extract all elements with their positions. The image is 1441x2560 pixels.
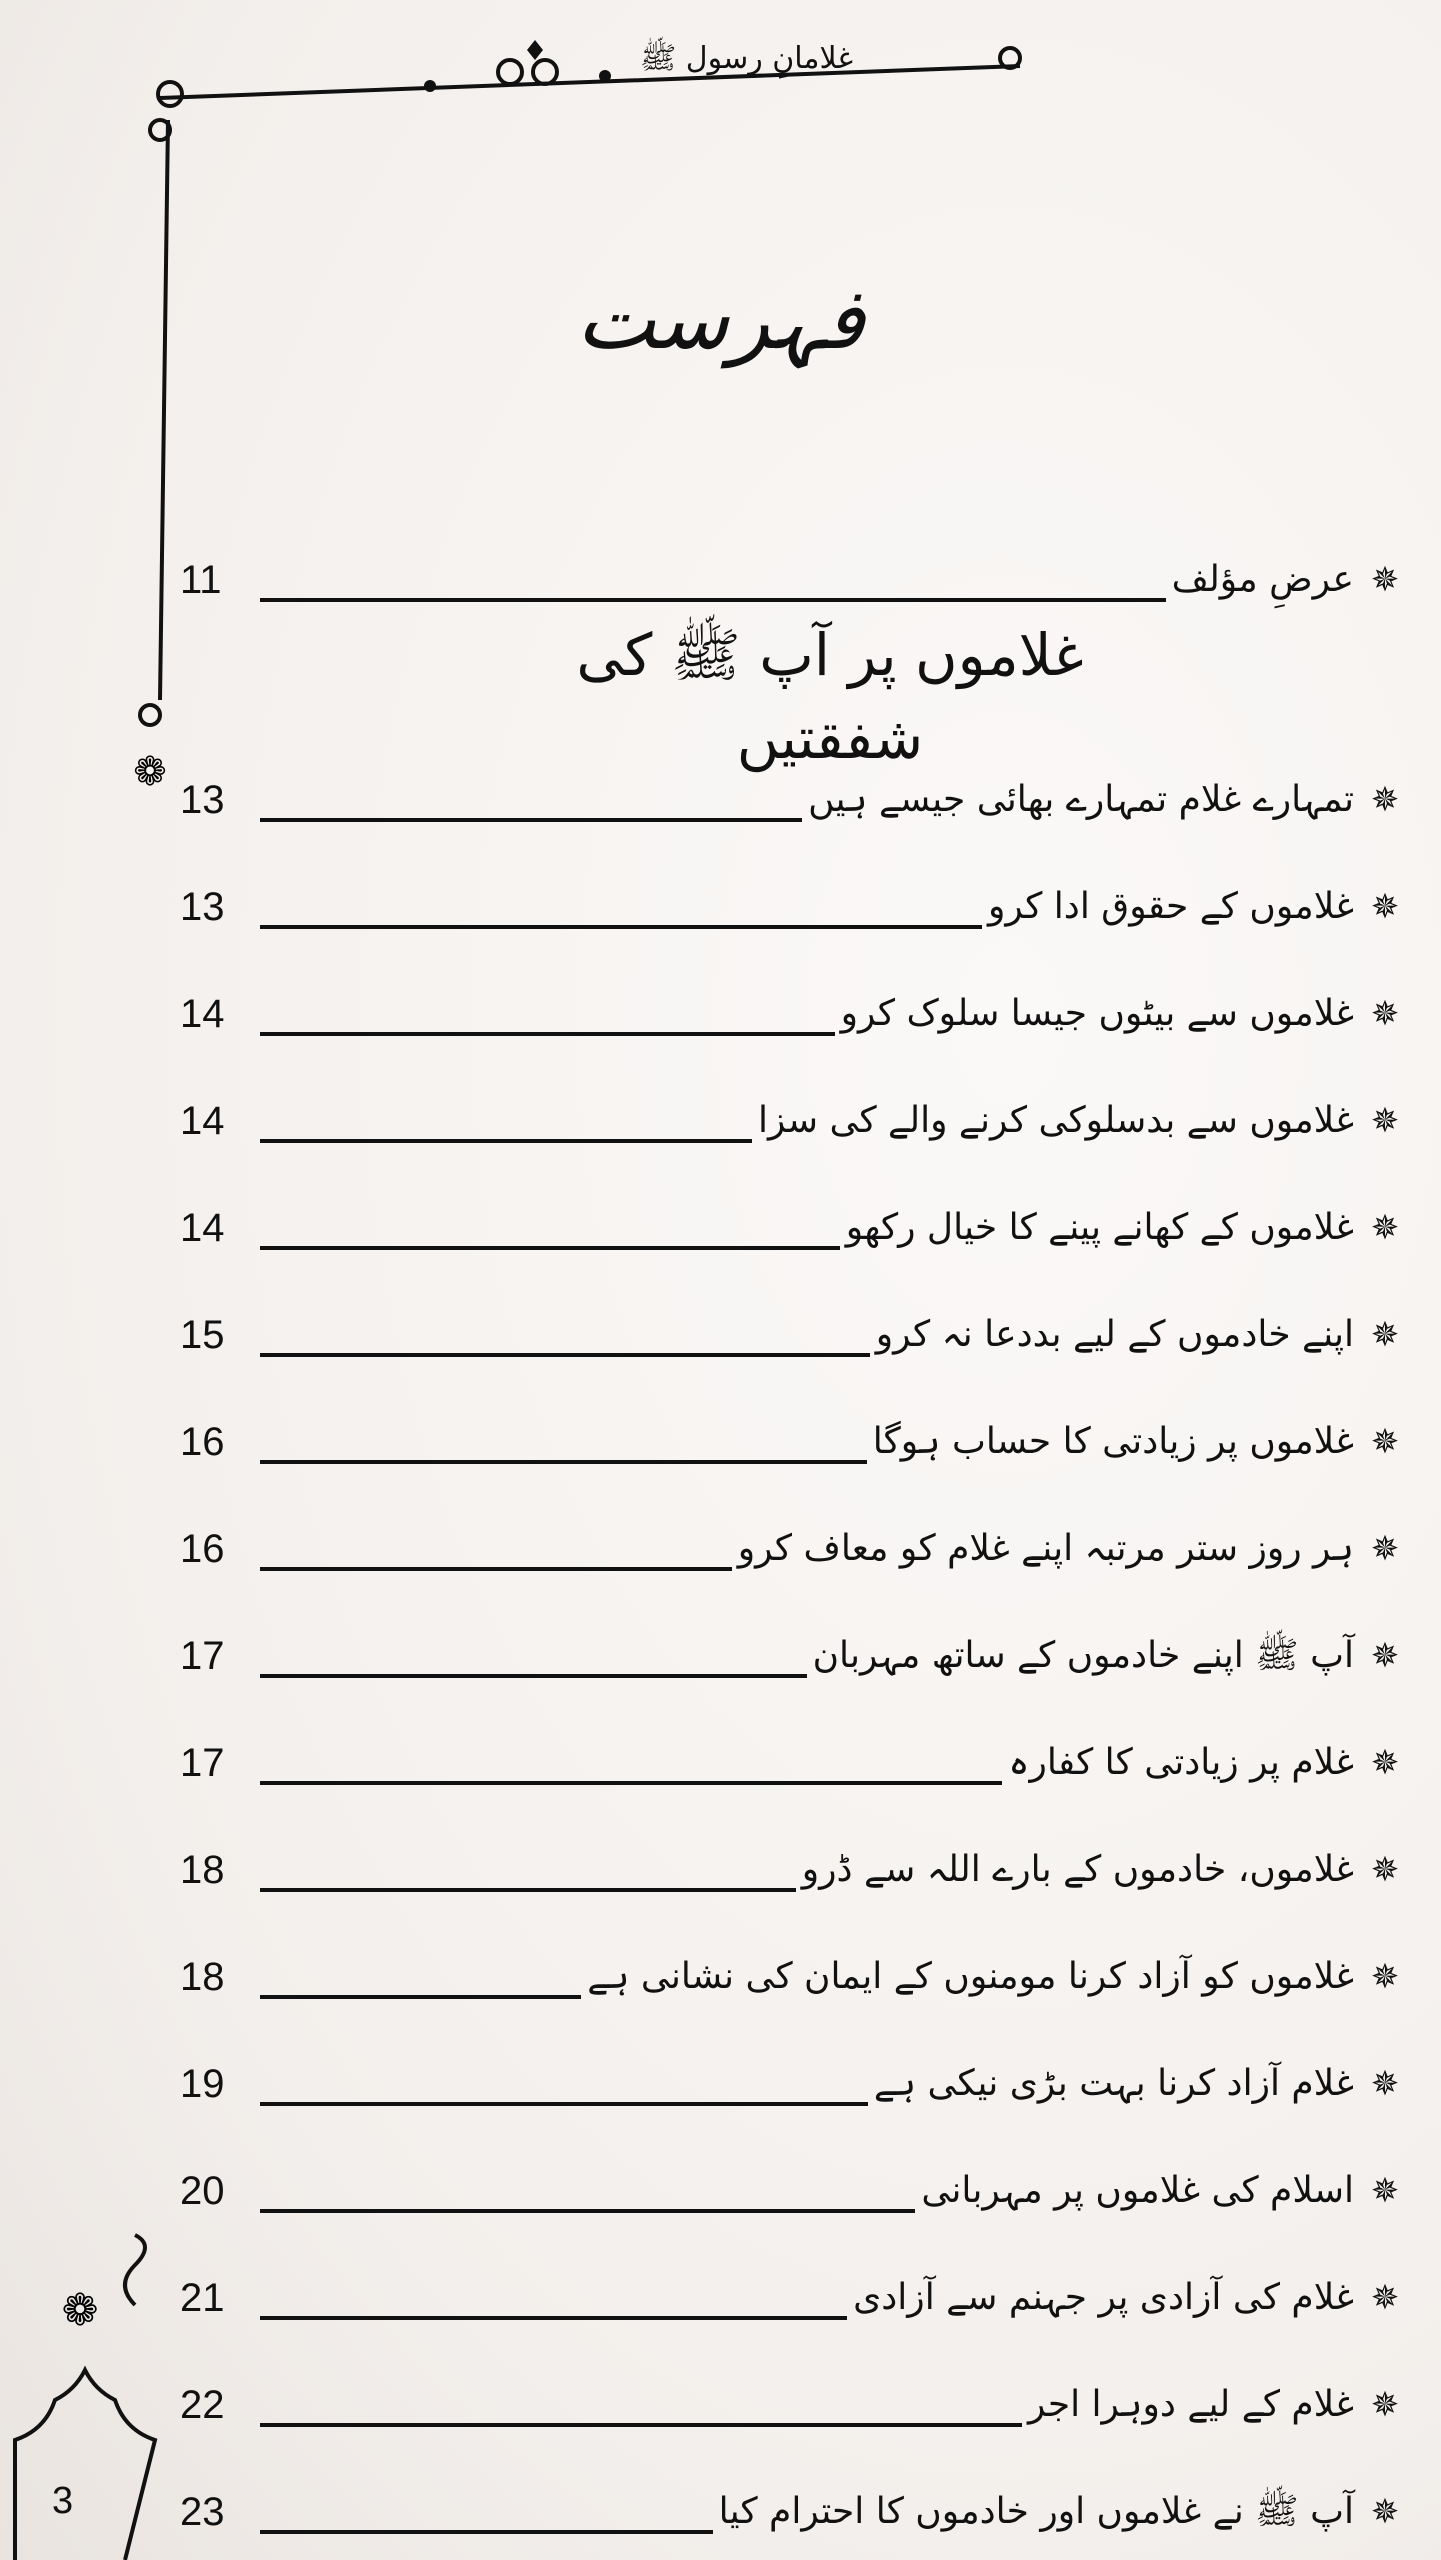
leader-line: [260, 1139, 752, 1143]
toc-intro-row[interactable]: [180, 520, 1410, 610]
toc-row[interactable]: [180, 1081, 1410, 1151]
toc-entry-label: عرضِ مؤلف: [1171, 559, 1354, 600]
toc-page-number: 17: [180, 1741, 225, 1785]
star-bullet-icon: ✵: [1370, 1422, 1400, 1462]
leader-line: [260, 1567, 732, 1571]
toc-page-number: 18: [180, 1955, 225, 1999]
toc-entry-label: غلام آزاد کرنا بہت بڑی نیکی ہے: [873, 2063, 1354, 2104]
toc-row[interactable]: [180, 2044, 1410, 2114]
leader-line: [260, 2530, 713, 2534]
star-bullet-icon: ✵: [1370, 1101, 1400, 1141]
leader-line: [260, 2209, 915, 2213]
toc-page-number: 21: [180, 2276, 225, 2320]
toc-entry-label: آپ ﷺ نے غلاموں اور خادموں کا احترام کیا: [718, 2491, 1354, 2532]
leader-line: [260, 1460, 867, 1464]
toc-entry-label: غلام کے لیے دوہرا اجر: [1027, 2384, 1354, 2425]
toc-page-number: 14: [180, 1099, 225, 1143]
toc-page-number: 15: [180, 1313, 225, 1357]
leader-line: [260, 1353, 870, 1357]
toc-row[interactable]: [180, 1937, 1410, 2007]
toc-page-number: 20: [180, 2169, 225, 2213]
star-bullet-icon: ✵: [1370, 1529, 1400, 1569]
svg-text:❁: ❁: [133, 749, 167, 795]
star-bullet-icon: ✵: [1370, 1743, 1400, 1783]
running-header: غلامانِ رسول ﷺ: [640, 41, 854, 76]
toc-page-number: 13: [180, 885, 225, 929]
star-bullet-icon: ✵: [1370, 2064, 1400, 2104]
star-bullet-icon: ✵: [1370, 780, 1400, 820]
star-bullet-icon: ✵: [1370, 2492, 1400, 2532]
star-bullet-icon: ✵: [1370, 1636, 1400, 1676]
toc-entry-label: غلاموں کے کھانے پینے کا خیال رکھو: [845, 1207, 1354, 1248]
toc-page-number: 14: [180, 1206, 225, 1250]
toc-row[interactable]: [180, 974, 1410, 1044]
toc-page-number: 13: [180, 778, 225, 822]
toc-page-number: 23: [180, 2490, 225, 2534]
toc-entry-label: اپنے خادموں کے لیے بددعا نہ کرو: [875, 1314, 1354, 1355]
leader-line: [260, 2102, 868, 2106]
star-bullet-icon: ✵: [1370, 887, 1400, 927]
star-bullet-icon: ✵: [1370, 2278, 1400, 2318]
toc-page-number: 19: [180, 2062, 225, 2106]
toc-entry-label: غلاموں، خادموں کے بارے اللہ سے ڈرو: [801, 1849, 1354, 1890]
toc-row[interactable]: [180, 1295, 1410, 1365]
toc-row[interactable]: [180, 1723, 1410, 1793]
leader-line: [260, 1674, 807, 1678]
toc-row[interactable]: [180, 760, 1410, 830]
toc-page-number: 22: [180, 2383, 225, 2427]
leader-line: [260, 2423, 1022, 2427]
leader-line: [260, 818, 802, 822]
toc-page-number: 16: [180, 1527, 225, 1571]
toc-entry-label: اسلام کی غلاموں پر مہربانی: [921, 2170, 1354, 2211]
svg-text:❁: ❁: [61, 2285, 99, 2336]
leader-line: [260, 2316, 847, 2320]
toc-row[interactable]: [180, 2258, 1410, 2328]
toc-entry-label: ہر روز ستر مرتبہ اپنے غلام کو معاف کرو: [737, 1528, 1354, 1569]
star-bullet-icon: ✵: [1370, 2385, 1400, 2425]
toc-entry-label: غلاموں کے حقوق ادا کرو: [987, 886, 1354, 927]
star-bullet-icon: ✵: [1370, 2171, 1400, 2211]
toc-entry-label: غلام کی آزادی پر جہنم سے آزادی: [853, 2277, 1354, 2318]
star-bullet-icon: ✵: [1370, 1315, 1400, 1355]
toc-row[interactable]: [180, 2365, 1410, 2435]
star-bullet-icon: ✵: [1370, 1957, 1400, 1997]
toc-row[interactable]: [180, 2472, 1410, 2542]
toc-page-number: 11: [180, 558, 222, 602]
toc-row[interactable]: [180, 1509, 1410, 1579]
toc-entry-label: غلاموں سے بیٹوں جیسا سلوک کرو: [840, 993, 1354, 1034]
toc-page-number: 18: [180, 1848, 225, 1892]
toc-page-number: 14: [180, 992, 225, 1036]
leader-line: [260, 1032, 835, 1036]
toc-entry-label: غلاموں پر زیادتی کا حساب ہوگا: [872, 1421, 1354, 1462]
page-title: فہرست: [576, 270, 865, 368]
leader-line: [260, 598, 1166, 602]
toc-row[interactable]: [180, 867, 1410, 937]
toc-page-number: 17: [180, 1634, 225, 1678]
leader-line: [260, 1888, 796, 1892]
toc-row[interactable]: [180, 1188, 1410, 1258]
star-bullet-icon: ✵: [1370, 1850, 1400, 1890]
page-number: 3: [52, 2480, 74, 2522]
toc-row[interactable]: [180, 1616, 1410, 1686]
toc-entry-label: غلام پر زیادتی کا کفارہ: [1008, 1742, 1354, 1783]
leader-line: [260, 925, 982, 929]
star-bullet-icon: ✵: [1370, 1208, 1400, 1248]
leader-line: [260, 1781, 1002, 1785]
toc-entry-label: غلاموں سے بدسلوکی کرنے والے کی سزا: [757, 1100, 1354, 1141]
toc-entry-label: تمہارے غلام تمہارے بھائی جیسے ہیں: [808, 779, 1354, 820]
toc-row[interactable]: [180, 1402, 1410, 1472]
toc-page-number: 16: [180, 1420, 225, 1464]
leader-line: [260, 1246, 840, 1250]
toc-row[interactable]: [180, 1830, 1410, 1900]
star-bullet-icon: ✵: [1370, 560, 1400, 600]
section-heading: غلاموں پر آپ ﷺ کی شفقتیں: [576, 621, 1084, 772]
toc-entry-label: غلاموں کو آزاد کرنا مومنوں کے ایمان کی نشانی ہے: [587, 1956, 1354, 1997]
leader-line: [260, 1995, 581, 1999]
toc-entry-label: آپ ﷺ اپنے خادموں کے ساتھ مہربان: [812, 1635, 1354, 1676]
star-bullet-icon: ✵: [1370, 994, 1400, 1034]
toc-row[interactable]: [180, 2151, 1410, 2221]
